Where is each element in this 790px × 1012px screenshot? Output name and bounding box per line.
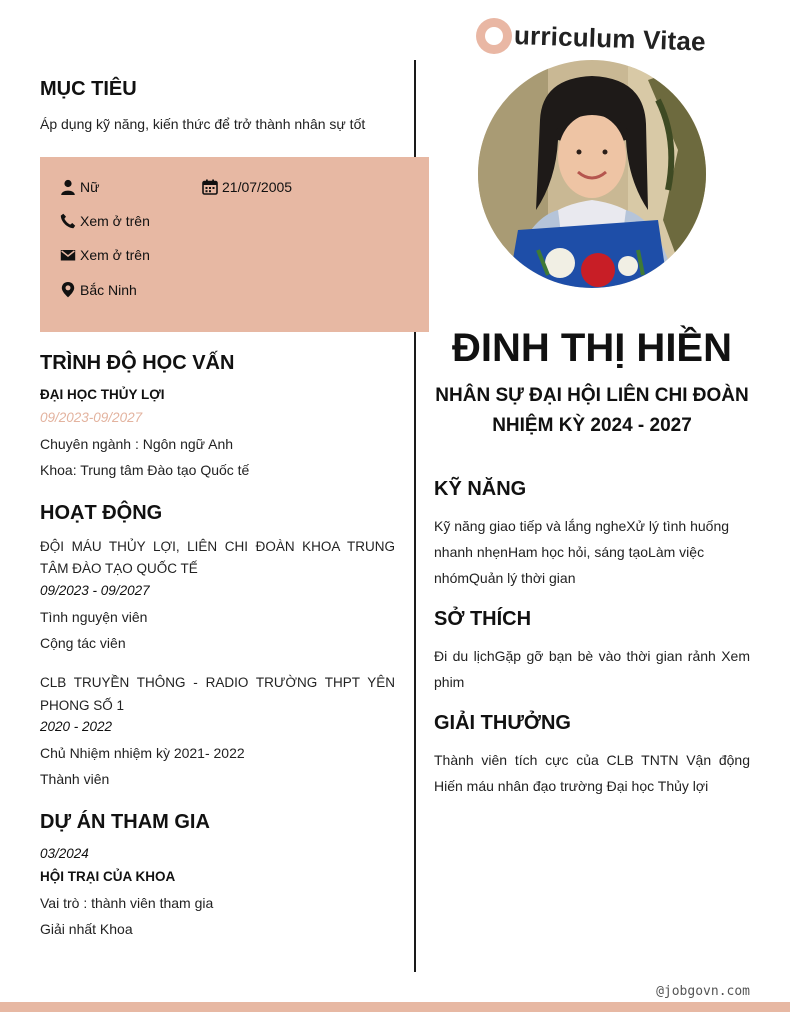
location-icon xyxy=(60,280,76,299)
objective-text: Áp dụng kỹ năng, kiến thức để trở thành nhân sự tốt xyxy=(40,116,366,132)
brand-c-icon xyxy=(476,18,512,54)
profile-photo xyxy=(478,60,706,288)
user-icon xyxy=(60,179,76,195)
activities-title: HOẠT ĐỘNG xyxy=(40,502,163,524)
skills-title: KỸ NĂNG xyxy=(434,478,527,500)
address-row xyxy=(60,280,137,299)
awards-title: GIẢI THƯỞNG xyxy=(434,712,571,734)
profile-name: ĐINH THỊ HIỀN xyxy=(452,326,732,370)
footer-handle: @jobgovn.com xyxy=(656,984,750,999)
education-period: 09/2023-09/2027 xyxy=(40,410,143,425)
address-value: Bắc Ninh xyxy=(80,281,137,298)
email-row xyxy=(60,247,150,263)
profile-role-line2: NHIỆM KỲ 2024 - 2027 xyxy=(492,415,692,436)
education-title: TRÌNH ĐỘ HỌC VẤN xyxy=(40,352,235,374)
hobbies-text: Đi du lịchGặp gỡ bạn bè vào thời gian rảnh Xem phim xyxy=(434,648,750,690)
hobbies-title: SỞ THÍCH xyxy=(434,608,532,630)
gender-row xyxy=(60,179,99,195)
profile-role xyxy=(416,381,768,441)
project-name: HỘI TRẠI CỦA KHOA xyxy=(40,869,176,884)
footer-bar xyxy=(0,1002,790,1012)
profile-role-line1: NHÂN SỰ ĐẠI HỘI LIÊN CHI ĐOÀN xyxy=(435,385,749,406)
mail-icon xyxy=(60,247,76,263)
phone-value: Xem ở trên xyxy=(80,213,150,229)
calendar-icon xyxy=(202,179,218,195)
awards-text: Thành viên tích cực của CLB TNTN Vận động Hiến máu nhân đạo trường Đại học Thủy lợi xyxy=(434,752,750,794)
projects-title: DỰ ÁN THAM GIA xyxy=(40,811,210,833)
brand-logo xyxy=(476,14,736,58)
contact-box xyxy=(40,157,429,332)
objective-title: MỤC TIÊU xyxy=(40,78,137,100)
gender-value: Nữ xyxy=(80,179,100,195)
activity-period: 09/2023 - 09/2027 xyxy=(40,583,150,598)
birthdate-value: 21/07/2005 xyxy=(222,179,293,195)
project-date: 03/2024 xyxy=(40,846,89,861)
activity-line: Tình nguyện viên xyxy=(40,609,148,625)
birthdate-row xyxy=(202,179,292,195)
activity-org: CLB TRUYỀN THÔNG - RADIO TRƯỜNG THPT YÊN PHONG SỐ 1 xyxy=(40,675,395,713)
education-school: ĐẠI HỌC THỦY LỢI xyxy=(40,387,165,402)
brand-text: urriculum Vitae xyxy=(513,20,707,57)
skills-text: Kỹ năng giao tiếp và lắng ngheXử lý tình huống nhanh nhẹnHam học hỏi, sáng tạoLàm việc nhómQuản lý thời gian xyxy=(434,518,730,586)
education-faculty: Khoa: Trung tâm Đào tạo Quốc tế xyxy=(40,462,250,478)
activity-line: Chủ Nhiệm nhiệm kỳ 2021- 2022 xyxy=(40,745,245,761)
phone-row xyxy=(60,213,150,229)
activity-line: Cộng tác viên xyxy=(40,635,126,651)
email-value: Xem ở trên xyxy=(80,247,150,263)
project-award: Giải nhất Khoa xyxy=(40,921,133,937)
education-major: Chuyên ngành : Ngôn ngữ Anh xyxy=(40,436,234,452)
activity-period: 2020 - 2022 xyxy=(40,719,113,734)
phone-icon xyxy=(60,213,76,229)
activity-org: ĐỘI MÁU THỦY LỢI, LIÊN CHI ĐOÀN KHOA TRUNG TÂM ĐÀO TẠO QUỐC TẾ xyxy=(40,539,395,576)
activity-line: Thành viên xyxy=(40,771,110,787)
project-role: Vai trò : thành viên tham gia xyxy=(40,895,214,911)
